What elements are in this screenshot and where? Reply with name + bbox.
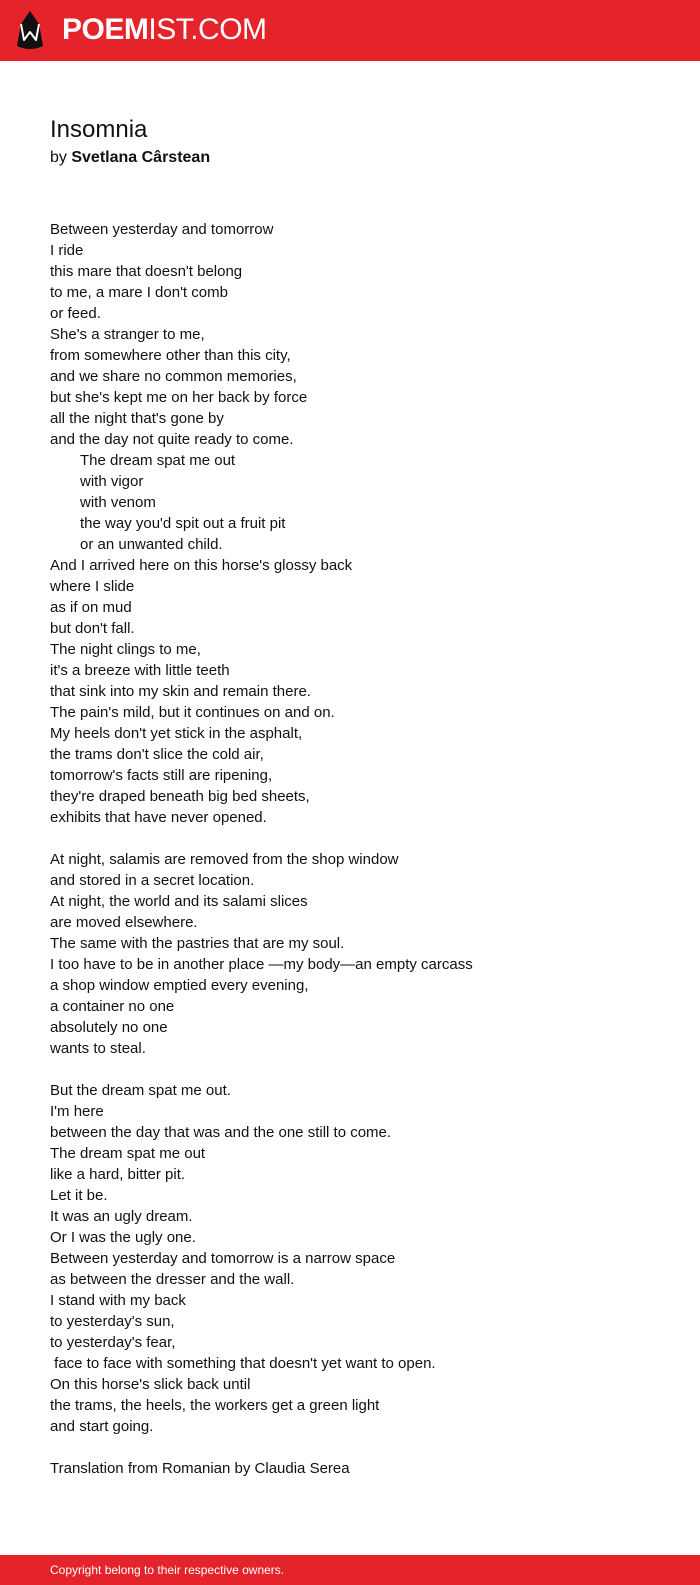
poem-line: The dream spat me out bbox=[80, 452, 236, 469]
site-footer bbox=[0, 1555, 700, 1585]
poem-line: the trams, the heels, the workers get a green light bbox=[50, 1397, 380, 1414]
poem-line: I too have to be in another place —my body—an empty carcass bbox=[50, 956, 473, 973]
poem-title: Insomnia bbox=[50, 116, 148, 143]
poem-line: But the dream spat me out. bbox=[50, 1082, 231, 1099]
poem-line: and stored in a secret location. bbox=[50, 872, 255, 889]
poem-line: it's a breeze with little teeth bbox=[50, 662, 230, 679]
poem-line: Translation from Romanian by Claudia Serea bbox=[50, 1460, 350, 1477]
poem-line: are moved elsewhere. bbox=[50, 914, 198, 931]
poem-line: The night clings to me, bbox=[50, 641, 201, 658]
poem-line: with venom bbox=[80, 494, 156, 511]
poem-line: exhibits that have never opened. bbox=[50, 809, 267, 826]
poem-line: like a hard, bitter pit. bbox=[50, 1166, 186, 1183]
brand-bold-text: POEM bbox=[62, 13, 149, 46]
poem-line: the way you'd spit out a fruit pit bbox=[80, 515, 286, 532]
poem-line: At night, salamis are removed from the shop window bbox=[50, 851, 399, 868]
poem-line: and the day not quite ready to come. bbox=[50, 431, 294, 448]
poem-line: absolutely no one bbox=[50, 1019, 168, 1036]
poem-line: but don't fall. bbox=[50, 620, 135, 637]
poem-line: And I arrived here on this horse's glossy back bbox=[50, 557, 353, 574]
poem-line: and start going. bbox=[50, 1418, 154, 1435]
poem-line: this mare that doesn't belong bbox=[50, 263, 243, 280]
poem-line: At night, the world and its salami slices bbox=[50, 893, 308, 910]
poem-line: I'm here bbox=[50, 1103, 104, 1120]
stanza-break bbox=[50, 1059, 650, 1080]
site-logo-text[interactable] bbox=[62, 12, 267, 48]
pencil-logo-icon[interactable] bbox=[17, 10, 43, 52]
poem-line: with vigor bbox=[80, 473, 144, 490]
brand-light-text: IST.COM bbox=[148, 13, 267, 46]
poem-line: a container no one bbox=[50, 998, 175, 1015]
poem-line: The same with the pastries that are my soul. bbox=[50, 935, 345, 952]
poem-line: I ride bbox=[50, 242, 84, 259]
poem-line: that sink into my skin and remain there. bbox=[50, 683, 311, 700]
poem-line: as between the dresser and the wall. bbox=[50, 1271, 295, 1288]
poem-line: where I slide bbox=[50, 578, 135, 595]
poem-line: Let it be. bbox=[50, 1187, 108, 1204]
by-label: by bbox=[50, 149, 67, 166]
poem-line: as if on mud bbox=[50, 599, 132, 616]
poem-line: Between yesterday and tomorrow bbox=[50, 221, 274, 238]
poem-line: She's a stranger to me, bbox=[50, 326, 205, 343]
poem-line: tomorrow's facts still are ripening, bbox=[50, 767, 273, 784]
stanza-break bbox=[50, 828, 650, 849]
poem-line: to yesterday's sun, bbox=[50, 1313, 175, 1330]
poem-line: face to face with something that doesn't yet want to open. bbox=[50, 1355, 436, 1372]
poem-line: to yesterday's fear, bbox=[50, 1334, 176, 1351]
poem-line: a shop window emptied every evening, bbox=[50, 977, 309, 994]
poem-line: they're draped beneath big bed sheets, bbox=[50, 788, 310, 805]
poem-line: Or I was the ugly one. bbox=[50, 1229, 196, 1246]
poem-line: all the night that's gone by bbox=[50, 410, 224, 427]
poem-line: from somewhere other than this city, bbox=[50, 347, 291, 364]
poem-line: or an unwanted child. bbox=[80, 536, 223, 553]
poem-line: The dream spat me out bbox=[50, 1145, 206, 1162]
poem-line: between the day that was and the one still to come. bbox=[50, 1124, 392, 1141]
stanza-break bbox=[50, 1437, 650, 1458]
poem-line: My heels don't yet stick in the asphalt, bbox=[50, 725, 303, 742]
author-name: Svetlana Cârstean bbox=[71, 149, 211, 166]
poem-line: or feed. bbox=[50, 305, 101, 322]
copyright-text: Copyright belong to their respective owners. bbox=[50, 1563, 285, 1577]
poem-line: and we share no common memories, bbox=[50, 368, 297, 385]
poem-line: wants to steal. bbox=[50, 1040, 146, 1057]
poem-line: The pain's mild, but it continues on and on. bbox=[50, 704, 335, 721]
poem-body bbox=[50, 219, 650, 1479]
site-header bbox=[0, 0, 700, 61]
poem-line: the trams don't slice the cold air, bbox=[50, 746, 264, 763]
byline bbox=[50, 148, 210, 168]
poem-line: It was an ugly dream. bbox=[50, 1208, 193, 1225]
poem-line: but she's kept me on her back by force bbox=[50, 389, 308, 406]
poem-line: Between yesterday and tomorrow is a narrow space bbox=[50, 1250, 396, 1267]
poem-line: I stand with my back bbox=[50, 1292, 186, 1309]
poem-line: On this horse's slick back until bbox=[50, 1376, 251, 1393]
poem-line: to me, a mare I don't comb bbox=[50, 284, 228, 301]
